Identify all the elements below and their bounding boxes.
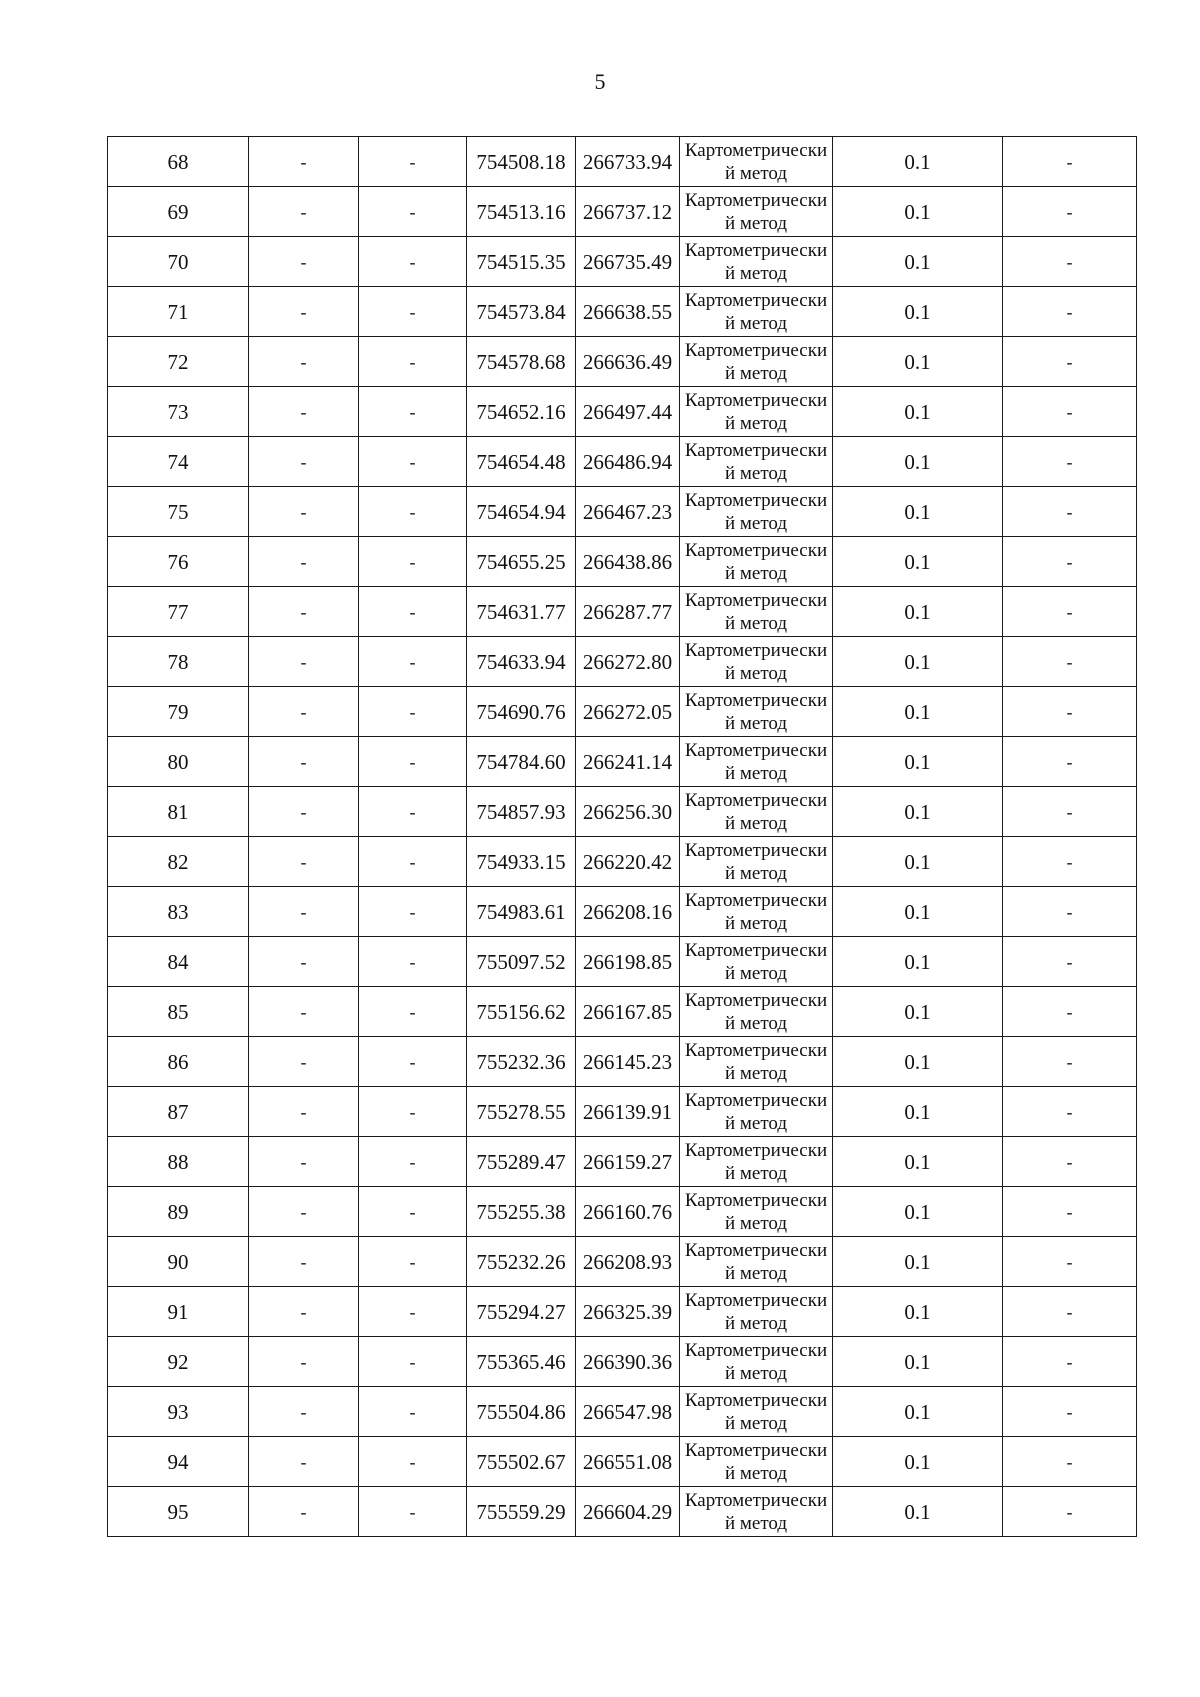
coordinate-x-cell: 755294.27 (467, 1287, 576, 1337)
point-number-cell: 85 (108, 987, 249, 1037)
empty-dash-cell: - (1003, 1037, 1137, 1087)
empty-dash-cell: - (249, 487, 359, 537)
empty-dash-cell: - (249, 187, 359, 237)
empty-dash-cell: - (1003, 787, 1137, 837)
accuracy-cell: 0.1 (833, 437, 1003, 487)
point-number-cell: 80 (108, 737, 249, 787)
table-row (108, 1137, 1137, 1187)
empty-dash-cell: - (249, 1437, 359, 1487)
coordinate-x-cell: 754508.18 (467, 137, 576, 187)
coordinate-y-cell: 266390.36 (576, 1337, 680, 1387)
empty-dash-cell: - (249, 1187, 359, 1237)
coordinate-x-cell: 754631.77 (467, 587, 576, 637)
point-number-cell: 86 (108, 1037, 249, 1087)
coordinate-y-cell: 266497.44 (576, 387, 680, 437)
empty-dash-cell: - (1003, 487, 1137, 537)
table-row (108, 437, 1137, 487)
point-number-cell: 83 (108, 887, 249, 937)
empty-dash-cell: - (359, 487, 467, 537)
method-cell: Картометрический метод (680, 887, 833, 937)
coordinate-y-cell: 266486.94 (576, 437, 680, 487)
point-number-cell: 82 (108, 837, 249, 887)
method-cell: Картометрический метод (680, 1337, 833, 1387)
empty-dash-cell: - (359, 637, 467, 687)
empty-dash-cell: - (249, 1037, 359, 1087)
coordinate-y-cell: 266145.23 (576, 1037, 680, 1087)
table-row (108, 687, 1137, 737)
coordinate-y-cell: 266733.94 (576, 137, 680, 187)
empty-dash-cell: - (249, 337, 359, 387)
empty-dash-cell: - (249, 837, 359, 887)
method-cell: Картометрический метод (680, 787, 833, 837)
empty-dash-cell: - (359, 387, 467, 437)
empty-dash-cell: - (359, 1287, 467, 1337)
accuracy-cell: 0.1 (833, 137, 1003, 187)
coordinate-y-cell: 266160.76 (576, 1187, 680, 1237)
coordinate-y-cell: 266735.49 (576, 237, 680, 287)
coordinate-x-cell: 754983.61 (467, 887, 576, 937)
coordinate-x-cell: 755232.36 (467, 1037, 576, 1087)
method-cell: Картометрический метод (680, 187, 833, 237)
point-number-cell: 76 (108, 537, 249, 587)
point-number-cell: 74 (108, 437, 249, 487)
coordinate-x-cell: 755232.26 (467, 1237, 576, 1287)
accuracy-cell: 0.1 (833, 937, 1003, 987)
coordinate-x-cell: 755365.46 (467, 1337, 576, 1387)
table-row (108, 837, 1137, 887)
page-number: 5 (594, 69, 606, 94)
method-cell: Картометрический метод (680, 937, 833, 987)
accuracy-cell: 0.1 (833, 1037, 1003, 1087)
point-number-cell: 88 (108, 1137, 249, 1187)
point-number-cell: 90 (108, 1237, 249, 1287)
method-cell: Картометрический метод (680, 587, 833, 637)
empty-dash-cell: - (359, 787, 467, 837)
accuracy-cell: 0.1 (833, 287, 1003, 337)
empty-dash-cell: - (249, 787, 359, 837)
coordinates-table (107, 136, 1137, 1537)
empty-dash-cell: - (359, 837, 467, 887)
coordinate-y-cell: 266167.85 (576, 987, 680, 1037)
point-number-cell: 81 (108, 787, 249, 837)
empty-dash-cell: - (359, 1087, 467, 1137)
empty-dash-cell: - (359, 187, 467, 237)
accuracy-cell: 0.1 (833, 1187, 1003, 1237)
coordinate-y-cell: 266638.55 (576, 287, 680, 337)
accuracy-cell: 0.1 (833, 487, 1003, 537)
coordinate-x-cell: 755156.62 (467, 987, 576, 1037)
point-number-cell: 84 (108, 937, 249, 987)
empty-dash-cell: - (249, 1287, 359, 1337)
accuracy-cell: 0.1 (833, 337, 1003, 387)
accuracy-cell: 0.1 (833, 1287, 1003, 1337)
accuracy-cell: 0.1 (833, 1237, 1003, 1287)
method-cell: Картометрический метод (680, 1137, 833, 1187)
empty-dash-cell: - (249, 687, 359, 737)
coordinate-y-cell: 266208.16 (576, 887, 680, 937)
table-row (108, 1437, 1137, 1487)
empty-dash-cell: - (359, 737, 467, 787)
empty-dash-cell: - (1003, 987, 1137, 1037)
empty-dash-cell: - (1003, 137, 1137, 187)
empty-dash-cell: - (249, 1387, 359, 1437)
empty-dash-cell: - (249, 1087, 359, 1137)
method-cell: Картометрический метод (680, 1037, 833, 1087)
method-cell: Картометрический метод (680, 387, 833, 437)
coordinate-y-cell: 266139.91 (576, 1087, 680, 1137)
coordinate-x-cell: 754633.94 (467, 637, 576, 687)
empty-dash-cell: - (249, 737, 359, 787)
table-body (108, 137, 1137, 1537)
coordinate-y-cell: 266198.85 (576, 937, 680, 987)
table-row (108, 587, 1137, 637)
accuracy-cell: 0.1 (833, 537, 1003, 587)
coordinate-x-cell: 755097.52 (467, 937, 576, 987)
empty-dash-cell: - (359, 887, 467, 937)
empty-dash-cell: - (249, 287, 359, 337)
empty-dash-cell: - (1003, 687, 1137, 737)
coordinate-y-cell: 266636.49 (576, 337, 680, 387)
accuracy-cell: 0.1 (833, 687, 1003, 737)
table-row (108, 887, 1137, 937)
empty-dash-cell: - (1003, 887, 1137, 937)
empty-dash-cell: - (1003, 837, 1137, 887)
coordinate-x-cell: 754857.93 (467, 787, 576, 837)
coordinate-x-cell: 754652.16 (467, 387, 576, 437)
accuracy-cell: 0.1 (833, 1487, 1003, 1537)
table-row (108, 1087, 1137, 1137)
empty-dash-cell: - (1003, 387, 1137, 437)
accuracy-cell: 0.1 (833, 737, 1003, 787)
empty-dash-cell: - (359, 1187, 467, 1237)
accuracy-cell: 0.1 (833, 1337, 1003, 1387)
empty-dash-cell: - (1003, 1187, 1137, 1237)
empty-dash-cell: - (1003, 737, 1137, 787)
point-number-cell: 78 (108, 637, 249, 687)
method-cell: Картометрический метод (680, 987, 833, 1037)
empty-dash-cell: - (359, 937, 467, 987)
method-cell: Картометрический метод (680, 637, 833, 687)
coordinate-x-cell: 754513.16 (467, 187, 576, 237)
coordinate-y-cell: 266272.05 (576, 687, 680, 737)
empty-dash-cell: - (359, 687, 467, 737)
empty-dash-cell: - (249, 1237, 359, 1287)
method-cell: Картометрический метод (680, 537, 833, 587)
point-number-cell: 87 (108, 1087, 249, 1137)
table-row (108, 1287, 1137, 1337)
accuracy-cell: 0.1 (833, 987, 1003, 1037)
method-cell: Картометрический метод (680, 1237, 833, 1287)
empty-dash-cell: - (359, 987, 467, 1037)
point-number-cell: 68 (108, 137, 249, 187)
coordinate-y-cell: 266551.08 (576, 1437, 680, 1487)
method-cell: Картометрический метод (680, 487, 833, 537)
empty-dash-cell: - (1003, 337, 1137, 387)
coordinate-x-cell: 755502.67 (467, 1437, 576, 1487)
empty-dash-cell: - (1003, 1387, 1137, 1437)
table-row (108, 187, 1137, 237)
method-cell: Картометрический метод (680, 1087, 833, 1137)
table-row (108, 237, 1137, 287)
point-number-cell: 73 (108, 387, 249, 437)
empty-dash-cell: - (359, 437, 467, 487)
point-number-cell: 72 (108, 337, 249, 387)
table-row (108, 787, 1137, 837)
empty-dash-cell: - (1003, 1337, 1137, 1387)
empty-dash-cell: - (1003, 1137, 1137, 1187)
table-row (108, 1487, 1137, 1537)
coordinate-x-cell: 754784.60 (467, 737, 576, 787)
table-row (108, 637, 1137, 687)
table-row (108, 987, 1137, 1037)
empty-dash-cell: - (249, 937, 359, 987)
coordinate-y-cell: 266287.77 (576, 587, 680, 637)
empty-dash-cell: - (249, 137, 359, 187)
coordinate-x-cell: 754654.94 (467, 487, 576, 537)
method-cell: Картометрический метод (680, 437, 833, 487)
point-number-cell: 93 (108, 1387, 249, 1437)
empty-dash-cell: - (359, 237, 467, 287)
coordinate-x-cell: 754578.68 (467, 337, 576, 387)
accuracy-cell: 0.1 (833, 637, 1003, 687)
coordinate-x-cell: 754515.35 (467, 237, 576, 287)
method-cell: Картометрический метод (680, 237, 833, 287)
point-number-cell: 89 (108, 1187, 249, 1237)
empty-dash-cell: - (1003, 1087, 1137, 1137)
empty-dash-cell: - (1003, 287, 1137, 337)
accuracy-cell: 0.1 (833, 887, 1003, 937)
table-row (108, 937, 1137, 987)
coordinate-x-cell: 754654.48 (467, 437, 576, 487)
table-row (108, 137, 1137, 187)
empty-dash-cell: - (1003, 937, 1137, 987)
empty-dash-cell: - (249, 1137, 359, 1187)
empty-dash-cell: - (249, 237, 359, 287)
point-number-cell: 91 (108, 1287, 249, 1337)
table-row (108, 737, 1137, 787)
empty-dash-cell: - (359, 1137, 467, 1187)
table-row (108, 287, 1137, 337)
empty-dash-cell: - (359, 137, 467, 187)
empty-dash-cell: - (1003, 1287, 1137, 1337)
empty-dash-cell: - (359, 1487, 467, 1537)
empty-dash-cell: - (249, 437, 359, 487)
accuracy-cell: 0.1 (833, 837, 1003, 887)
point-number-cell: 95 (108, 1487, 249, 1537)
empty-dash-cell: - (1003, 637, 1137, 687)
point-number-cell: 69 (108, 187, 249, 237)
empty-dash-cell: - (359, 1337, 467, 1387)
empty-dash-cell: - (359, 1437, 467, 1487)
empty-dash-cell: - (1003, 1437, 1137, 1487)
empty-dash-cell: - (1003, 187, 1137, 237)
empty-dash-cell: - (1003, 1487, 1137, 1537)
point-number-cell: 77 (108, 587, 249, 637)
coordinate-y-cell: 266438.86 (576, 537, 680, 587)
table-row (108, 387, 1137, 437)
method-cell: Картометрический метод (680, 687, 833, 737)
table-row (108, 1187, 1137, 1237)
table-row (108, 537, 1137, 587)
accuracy-cell: 0.1 (833, 187, 1003, 237)
coordinate-x-cell: 754933.15 (467, 837, 576, 887)
accuracy-cell: 0.1 (833, 1437, 1003, 1487)
method-cell: Картометрический метод (680, 137, 833, 187)
coordinate-x-cell: 755278.55 (467, 1087, 576, 1137)
coordinate-y-cell: 266256.30 (576, 787, 680, 837)
coordinate-y-cell: 266547.98 (576, 1387, 680, 1437)
coordinate-y-cell: 266241.14 (576, 737, 680, 787)
table-row (108, 1037, 1137, 1087)
table-row (108, 337, 1137, 387)
point-number-cell: 79 (108, 687, 249, 737)
accuracy-cell: 0.1 (833, 1387, 1003, 1437)
table-row (108, 1237, 1137, 1287)
point-number-cell: 92 (108, 1337, 249, 1387)
table-row (108, 487, 1137, 537)
coordinate-y-cell: 266467.23 (576, 487, 680, 537)
empty-dash-cell: - (1003, 537, 1137, 587)
point-number-cell: 94 (108, 1437, 249, 1487)
method-cell: Картометрический метод (680, 1287, 833, 1337)
coordinate-y-cell: 266737.12 (576, 187, 680, 237)
coordinate-x-cell: 754655.25 (467, 537, 576, 587)
point-number-cell: 71 (108, 287, 249, 337)
accuracy-cell: 0.1 (833, 387, 1003, 437)
method-cell: Картометрический метод (680, 287, 833, 337)
empty-dash-cell: - (1003, 437, 1137, 487)
empty-dash-cell: - (359, 1237, 467, 1287)
coordinate-x-cell: 755289.47 (467, 1137, 576, 1187)
empty-dash-cell: - (359, 1037, 467, 1087)
coordinate-x-cell: 755559.29 (467, 1487, 576, 1537)
coordinate-y-cell: 266604.29 (576, 1487, 680, 1537)
empty-dash-cell: - (249, 1337, 359, 1387)
empty-dash-cell: - (249, 637, 359, 687)
coordinate-y-cell: 266159.27 (576, 1137, 680, 1187)
accuracy-cell: 0.1 (833, 1137, 1003, 1187)
method-cell: Картометрический метод (680, 1487, 833, 1537)
coordinate-x-cell: 754690.76 (467, 687, 576, 737)
empty-dash-cell: - (359, 287, 467, 337)
coordinate-y-cell: 266325.39 (576, 1287, 680, 1337)
empty-dash-cell: - (359, 587, 467, 637)
accuracy-cell: 0.1 (833, 237, 1003, 287)
empty-dash-cell: - (249, 987, 359, 1037)
method-cell: Картометрический метод (680, 1387, 833, 1437)
coordinate-x-cell: 755255.38 (467, 1187, 576, 1237)
empty-dash-cell: - (249, 387, 359, 437)
accuracy-cell: 0.1 (833, 587, 1003, 637)
method-cell: Картометрический метод (680, 837, 833, 887)
table-row (108, 1337, 1137, 1387)
coordinate-y-cell: 266220.42 (576, 837, 680, 887)
empty-dash-cell: - (1003, 237, 1137, 287)
empty-dash-cell: - (359, 537, 467, 587)
method-cell: Картометрический метод (680, 1437, 833, 1487)
method-cell: Картометрический метод (680, 737, 833, 787)
accuracy-cell: 0.1 (833, 1087, 1003, 1137)
empty-dash-cell: - (1003, 587, 1137, 637)
empty-dash-cell: - (359, 337, 467, 387)
coordinate-x-cell: 754573.84 (467, 287, 576, 337)
table-row (108, 1387, 1137, 1437)
accuracy-cell: 0.1 (833, 787, 1003, 837)
coordinate-x-cell: 755504.86 (467, 1387, 576, 1437)
method-cell: Картометрический метод (680, 337, 833, 387)
method-cell: Картометрический метод (680, 1187, 833, 1237)
empty-dash-cell: - (359, 1387, 467, 1437)
empty-dash-cell: - (249, 1487, 359, 1537)
empty-dash-cell: - (249, 587, 359, 637)
empty-dash-cell: - (249, 887, 359, 937)
empty-dash-cell: - (249, 537, 359, 587)
coordinate-y-cell: 266272.80 (576, 637, 680, 687)
coordinate-y-cell: 266208.93 (576, 1237, 680, 1287)
empty-dash-cell: - (1003, 1237, 1137, 1287)
point-number-cell: 70 (108, 237, 249, 287)
point-number-cell: 75 (108, 487, 249, 537)
